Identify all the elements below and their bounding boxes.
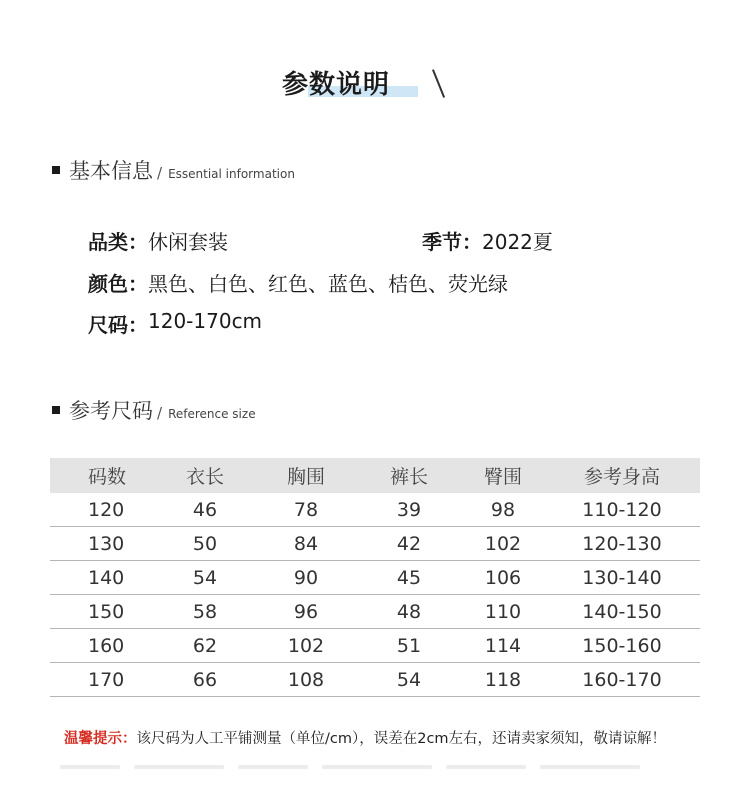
reference-size-subtitle: Reference size: [168, 407, 256, 421]
season-value: 2022夏: [482, 230, 553, 254]
title-area: [0, 62, 750, 102]
note-label: 温馨提示：: [64, 731, 137, 747]
table-cell: 51: [396, 634, 422, 657]
table-row: [50, 561, 700, 595]
faded-bar: [134, 765, 224, 769]
table-cell: 160: [88, 634, 125, 657]
table-cell: 90: [293, 566, 319, 589]
table-cell: 120-130: [582, 532, 662, 555]
table-cell: 54: [192, 566, 218, 589]
table-row: [50, 493, 700, 527]
size-label: 尺码：: [88, 313, 148, 337]
reference-size-heading: [52, 395, 256, 425]
table-cell: 170: [88, 668, 125, 691]
table-cell: 130-140: [582, 566, 662, 589]
size-value: 120-170cm: [148, 309, 263, 333]
season-label: 季节：: [422, 230, 482, 254]
basic-info-subtitle: Essential information: [168, 167, 295, 181]
table-cell: 106: [484, 566, 522, 589]
size-note: [64, 727, 666, 748]
category-row: [88, 226, 228, 255]
header-cell: 胸围: [286, 466, 325, 488]
size-table: [50, 458, 700, 697]
faded-text-decoration: [60, 765, 690, 773]
reference-size-title: 参考尺码: [69, 399, 153, 423]
header-cell: 参考身高: [583, 466, 660, 488]
faded-bar: [60, 765, 120, 769]
table-cell: 50: [192, 532, 218, 555]
size-row: [88, 309, 262, 338]
table-cell: 110-120: [582, 498, 662, 521]
square-bullet-icon: [52, 166, 60, 174]
table-cell: 45: [396, 566, 422, 589]
table-cell: 120: [88, 498, 125, 521]
table-cell: 46: [192, 498, 218, 521]
table-cell: 108: [287, 668, 325, 691]
table-cell: 118: [484, 668, 522, 691]
table-row: [50, 663, 700, 697]
header-cell: 衣长: [185, 466, 224, 488]
table-cell: 114: [484, 634, 522, 657]
faded-bar: [322, 765, 432, 769]
table-cell: 39: [396, 498, 422, 521]
table-header: [50, 458, 700, 493]
table-cell: 58: [192, 600, 218, 623]
table-cell: 78: [293, 498, 319, 521]
color-value: 黑色、白色、红色、蓝色、桔色、荧光绿: [148, 272, 508, 296]
table-cell: 84: [293, 532, 319, 555]
page-title: 参数说明: [282, 70, 391, 100]
table-cell: 160-170: [582, 668, 662, 691]
table-cell: 110: [484, 600, 522, 623]
color-row: [88, 268, 508, 297]
table-row: [50, 527, 700, 561]
table-row: [50, 629, 700, 663]
note-text: 该尺码为人工平铺测量（单位/cm），误差在2cm左右，还请卖家须知，敬请谅解！: [136, 731, 667, 747]
season-row: [422, 226, 553, 255]
header-cell: 裤长: [389, 466, 428, 488]
heading-slash: /: [157, 164, 163, 182]
category-label: 品类：: [88, 230, 148, 254]
title-slash-decoration: [432, 69, 445, 98]
table-row: [50, 595, 700, 629]
table-cell: 96: [293, 600, 319, 623]
table-cell: 140: [88, 566, 125, 589]
header-cell: 码数: [88, 466, 127, 488]
table-cell: 42: [396, 532, 422, 555]
table-cell: 150: [88, 600, 125, 623]
table-cell: 62: [192, 634, 218, 657]
table-cell: 130: [88, 532, 125, 555]
header-cell: 臀围: [483, 466, 522, 488]
table-cell: 98: [490, 498, 516, 521]
faded-bar: [446, 765, 526, 769]
basic-info-heading: [52, 155, 295, 185]
basic-info-title: 基本信息: [69, 159, 153, 183]
color-label: 颜色：: [88, 272, 148, 296]
category-value: 休闲套装: [148, 230, 228, 254]
table-cell: 102: [484, 532, 522, 555]
table-cell: 54: [396, 668, 422, 691]
square-bullet-icon: [52, 406, 60, 414]
heading-slash: /: [157, 404, 163, 422]
faded-bar: [540, 765, 640, 769]
faded-bar: [238, 765, 308, 769]
table-cell: 48: [396, 600, 422, 623]
table-cell: 150-160: [582, 634, 662, 657]
table-cell: 140-150: [582, 600, 662, 623]
table-cell: 66: [192, 668, 218, 691]
table-cell: 102: [287, 634, 325, 657]
